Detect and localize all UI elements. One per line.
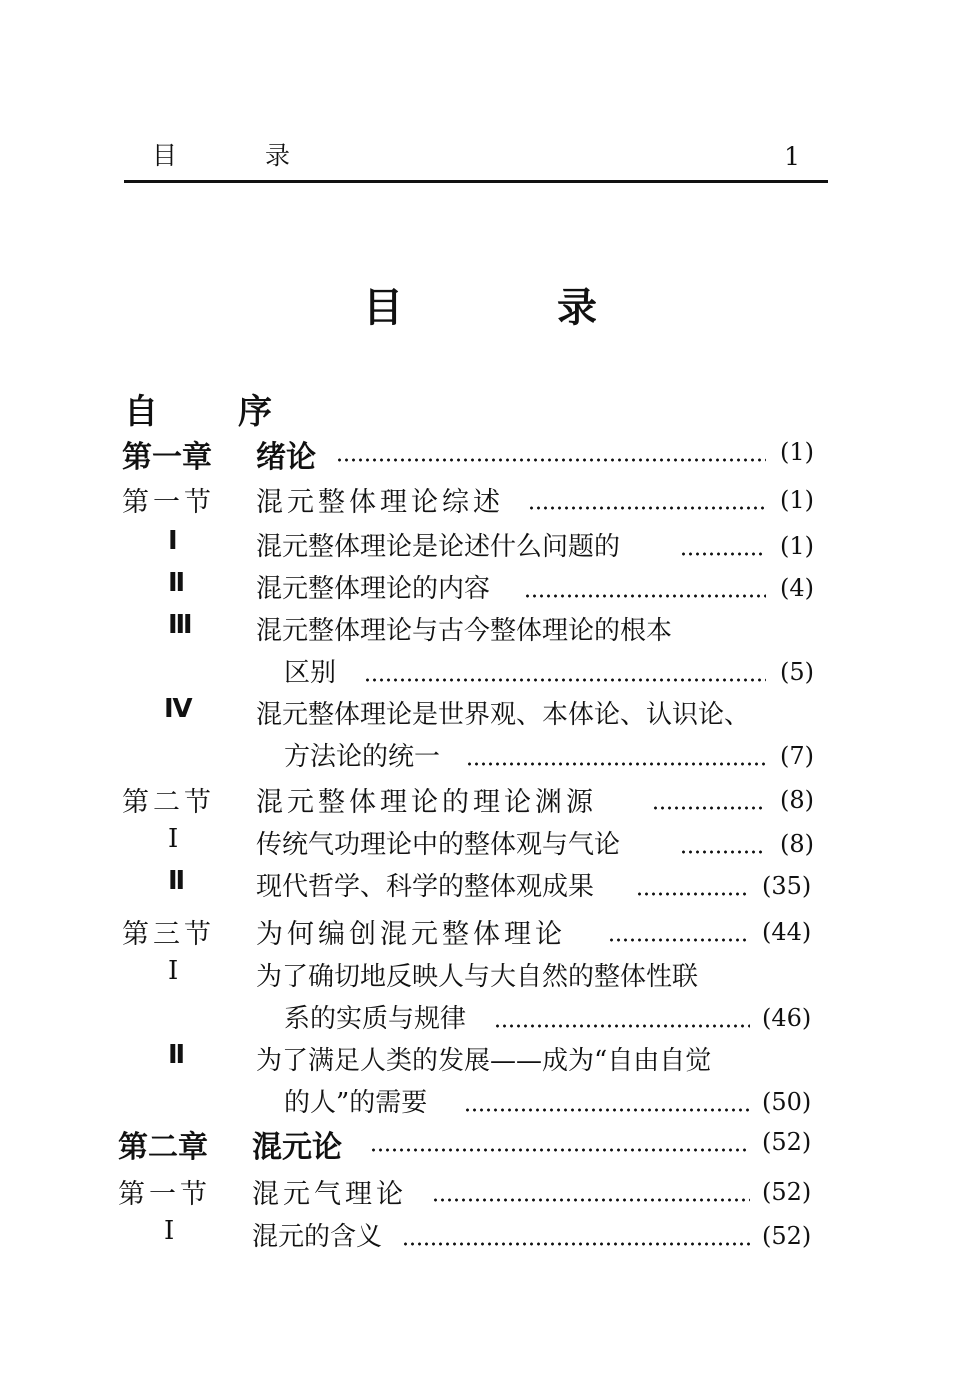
- toc-entry-item[interactable]: [0, 866, 972, 906]
- toc-entry-chapter-1[interactable]: [0, 432, 972, 475]
- leader-dots: [336, 458, 766, 462]
- entry-page: (52): [762, 1178, 812, 1206]
- toc-entry-section-1-2[interactable]: [0, 780, 972, 820]
- entry-page: (52): [762, 1222, 812, 1250]
- toc-entry-item[interactable]: [0, 694, 972, 734]
- toc-entry-item-continued[interactable]: [0, 652, 972, 692]
- entry-text: 混元论: [252, 1130, 342, 1165]
- entry-text: 混元整体理论的理论渊源: [256, 787, 597, 818]
- entry-text: 绪论: [256, 440, 316, 475]
- entry-label: 第二节: [122, 787, 215, 818]
- toc-entry-item[interactable]: [0, 1040, 972, 1080]
- entry-label: 第一章: [122, 440, 212, 475]
- toc-entry-chapter-2[interactable]: [0, 1122, 972, 1165]
- entry-label: Ⅱ: [168, 568, 186, 598]
- entry-text-continued: 方法论的统一: [284, 742, 441, 772]
- running-header-title: 目 录: [152, 141, 330, 170]
- toc-entry-section-2-1[interactable]: [0, 1172, 972, 1212]
- toc-entry-item[interactable]: [0, 1216, 972, 1256]
- entry-page: (7): [780, 742, 814, 770]
- leader-dots: [370, 1148, 750, 1152]
- entry-text: 为了满足人类的发展——成为“自由自觉: [256, 1046, 712, 1076]
- entry-text: 混元整体理论综述: [256, 487, 504, 518]
- entry-label: 第一节: [118, 1179, 211, 1210]
- toc-entry-item[interactable]: [0, 956, 972, 996]
- entry-label: Ⅲ: [168, 610, 193, 640]
- toc-entry-item-continued[interactable]: [0, 998, 972, 1038]
- entry-label: Ⅰ: [168, 526, 178, 556]
- preface-label-2: 序: [238, 392, 272, 432]
- toc-entry-section-1-3[interactable]: [0, 912, 972, 952]
- leader-dots: [466, 762, 766, 766]
- entry-label: Ⅰ: [168, 956, 179, 986]
- entry-page: (44): [762, 918, 812, 946]
- entry-page: (46): [762, 1004, 812, 1032]
- entry-label: 第二章: [118, 1130, 208, 1165]
- toc-entry-item[interactable]: [0, 610, 972, 650]
- entry-label: 第一节: [122, 487, 215, 518]
- leader-dots: [464, 1108, 750, 1112]
- entry-text-continued: 区别: [284, 658, 337, 688]
- toc-entry-item-continued[interactable]: [0, 736, 972, 776]
- toc-entry-section-1-1[interactable]: [0, 480, 972, 520]
- toc-entry-item-continued[interactable]: [0, 1082, 972, 1122]
- entry-label: Ⅰ: [164, 1216, 175, 1246]
- leader-dots: [364, 678, 766, 682]
- entry-text: 现代哲学、科学的整体观成果: [256, 872, 595, 902]
- toc-entry-preface[interactable]: [0, 384, 972, 432]
- leader-dots: [680, 552, 766, 556]
- entry-page: (52): [762, 1128, 812, 1156]
- entry-label: Ⅱ: [168, 866, 186, 896]
- entry-label: Ⅳ: [164, 694, 193, 724]
- entry-page: (1): [780, 486, 814, 514]
- leader-dots: [402, 1242, 750, 1246]
- entry-label: Ⅱ: [168, 1040, 186, 1070]
- entry-text: 为了确切地反映人与大自然的整体性联: [256, 962, 699, 992]
- entry-label: 第三节: [122, 919, 215, 950]
- running-header: [124, 128, 828, 183]
- toc-entry-item[interactable]: [0, 568, 972, 608]
- leader-dots: [524, 594, 766, 598]
- entry-page: (4): [780, 574, 814, 602]
- leader-dots: [494, 1024, 750, 1028]
- entry-page: (35): [762, 872, 812, 900]
- page-number: 1: [784, 142, 800, 171]
- toc-entry-item[interactable]: [0, 824, 972, 864]
- entry-text: 混元整体理论是论述什么问题的: [256, 532, 621, 562]
- entry-page: (5): [780, 658, 814, 686]
- leader-dots: [680, 850, 766, 854]
- leader-dots: [652, 806, 766, 810]
- toc-entry-item[interactable]: [0, 526, 972, 566]
- entry-text: 为何编创混元整体理论: [256, 919, 566, 950]
- leader-dots: [636, 892, 750, 896]
- entry-text: 混元整体理论与古今整体理论的根本: [256, 616, 673, 646]
- entry-page: (8): [780, 830, 814, 858]
- entry-label: Ⅰ: [168, 824, 179, 854]
- entry-text: 混元整体理论的内容: [256, 574, 491, 604]
- entry-text-continued: 系的实质与规律: [284, 1004, 467, 1034]
- entry-page: (1): [780, 438, 814, 466]
- leader-dots: [528, 506, 766, 510]
- entry-text-continued: 的人”的需要: [284, 1088, 428, 1118]
- entry-text: 传统气功理论中的整体观与气论: [256, 830, 621, 860]
- leader-dots: [608, 938, 750, 942]
- preface-label: 自: [124, 392, 158, 432]
- entry-page: (50): [762, 1088, 812, 1116]
- toc-title: 目 录: [363, 285, 667, 331]
- entry-text: 混元整体理论是世界观、本体论、认识论、: [256, 700, 751, 730]
- entry-page: (8): [780, 786, 814, 814]
- leader-dots: [432, 1198, 750, 1202]
- entry-text: 混元的含义: [252, 1222, 383, 1252]
- entry-page: (1): [780, 532, 814, 560]
- entry-text: 混元气理论: [252, 1179, 407, 1210]
